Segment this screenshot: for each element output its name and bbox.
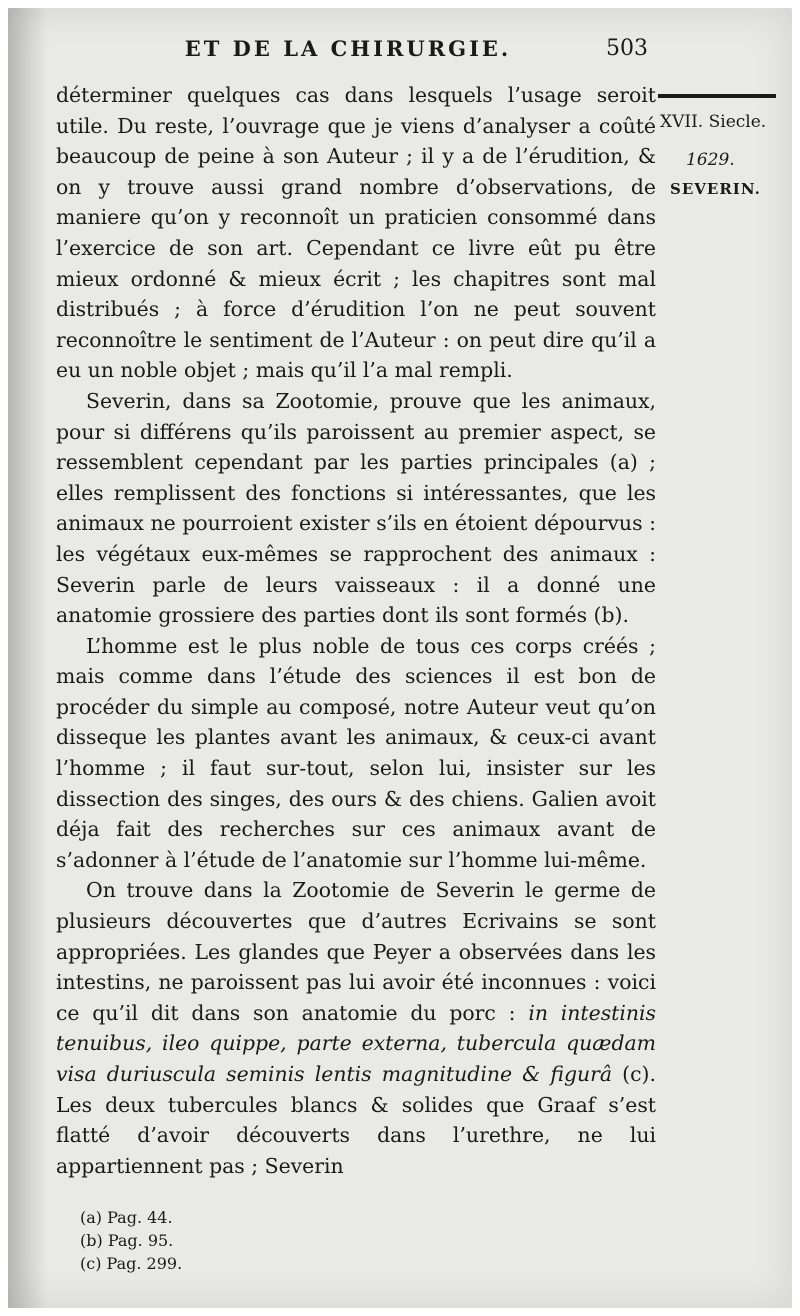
paragraph-3: L’homme est le plus noble de tous ces corps créés ; mais comme dans l’étude des sciences il est bon de procéder du simple au composé, notre Auteur veut qu’on disseque les plantes avant les animaux, & ceux-ci avant l’homme ; il faut sur-tout, selon lui, insister sur les dissection des singes, des ours & des chiens. Galien avoit déja fait des recherches sur ces animaux avant de s’adonner à l’étude de l’anatomie sur l’homme lui-même. — [56, 633, 656, 872]
footnote-b: (b) Pag. 95. — [80, 1231, 174, 1250]
paragraph-4 — [56, 875, 656, 1181]
running-title: ET DE LA CHIRURGIE. — [184, 36, 512, 61]
paragraph-4-end: (c). Les deux tubercules blancs & solides que Graaf s’est flatté d’avoir découverts dans l’urethre, ne lui appartiennent pas ; Severin — [56, 1062, 656, 1178]
footnotes — [80, 1206, 380, 1275]
book-page — [8, 8, 792, 1308]
footnote-a: (a) Pag. 44. — [80, 1208, 173, 1227]
page-gutter-shadow — [8, 8, 48, 1308]
margin-rule — [658, 94, 776, 98]
main-text — [56, 80, 656, 1181]
margin-year: 1629. — [686, 150, 735, 170]
margin-century: XVII. Siecle. — [660, 112, 767, 132]
footnote-c: (c) Pag. 299. — [80, 1254, 183, 1273]
paragraph-1: déterminer quelques cas dans lesquels l’usage seroit utile. Du reste, l’ouvrage que je viens d’analyser a coûté beaucoup de peine à son Auteur ; il y a de l’érudition, & on y trouve aussi grand nombre d’observations, de maniere qu’on y reconnoît un praticien consommé dans l’exercice de son art. Cependant ce livre eût pu être mieux ordonné & mieux écrit ; les chapitres sont mal distribués ; à force d’érudition l’on ne peut souvent reconnoître le sentiment de l’Auteur : on peut dire qu’il a eu un noble objet ; mais qu’il l’a mal rempli. — [56, 83, 656, 383]
margin-author-name: SEVERIN. — [670, 180, 761, 198]
latin-quotation: in intestinis tenuibus, ileo quippe, parte externa, tubercula quædam visa duriuscula seminis lentis magnitudine & figurâ — [56, 1000, 656, 1086]
paragraph-4-start: On trouve dans la Zootomie de Severin le germe de plusieurs découvertes que d’autres Ecrivains se sont appropriées. Les glandes que Peyer a observées dans les intestins, ne paroissent pas lui avoir été inconnues : voici ce qu’il dit dans son anatomie du porc : — [56, 878, 656, 1025]
paragraph-2: Severin, dans sa Zootomie, prouve que les animaux, pour si différens qu’ils paroissent au premier aspect, se ressemblent cependant par les parties principales (a) ; elles remplissent des fonctions si intéressantes, que les animaux ne pourroient exister s’ils en étoient dépourvus : les végétaux eux-mêmes se rapprochent des animaux : Severin parle de leurs vaisseaux : il a donné une anatomie grossiere des parties dont ils sont formés (b). — [56, 388, 656, 628]
page-number: 503 — [606, 36, 648, 61]
